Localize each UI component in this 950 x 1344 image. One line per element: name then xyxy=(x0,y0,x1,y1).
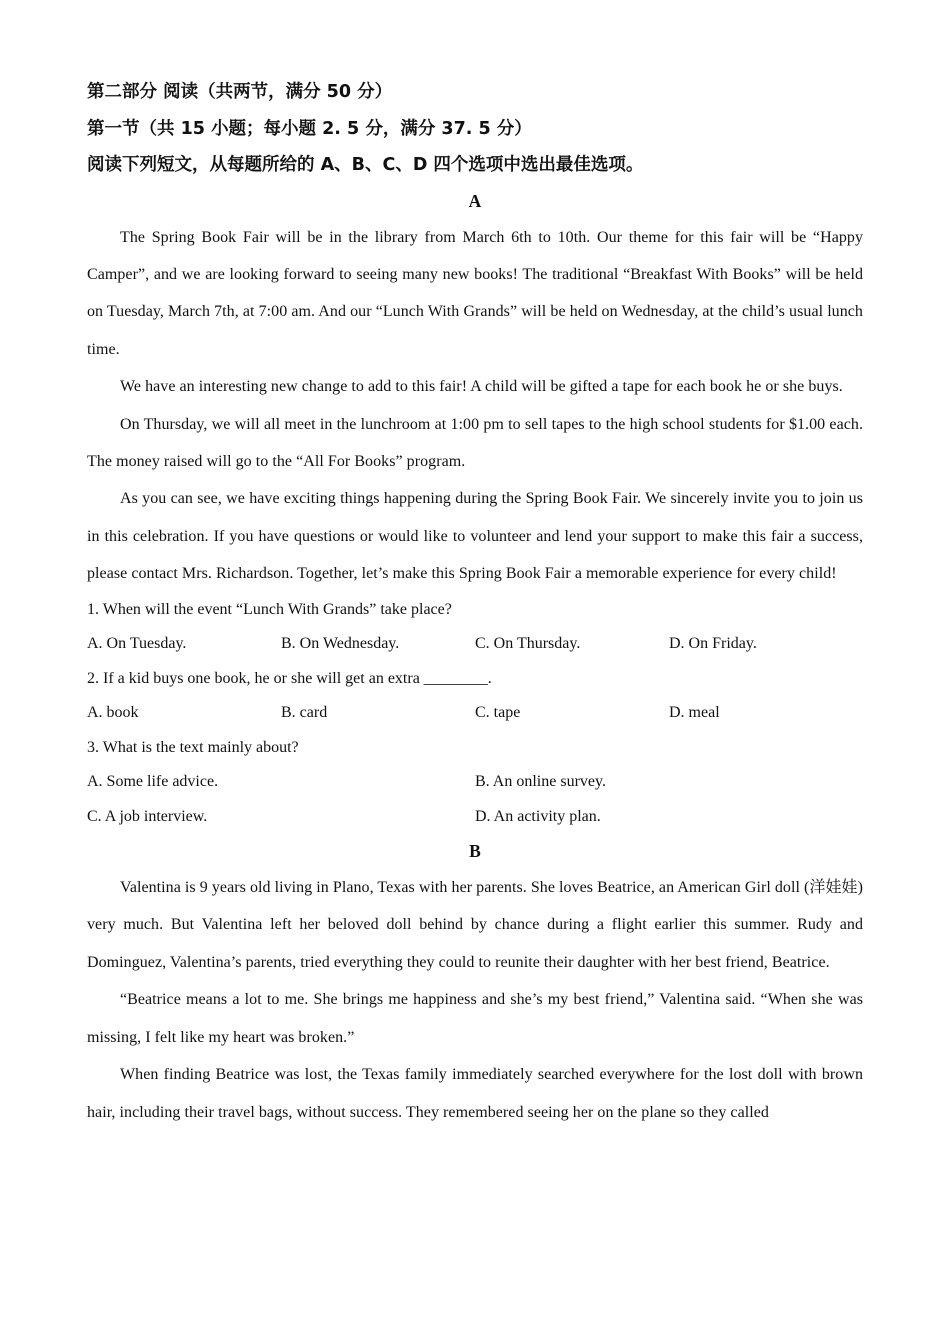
passage-a-paragraph-2: We have an interesting new change to add to this fair! A child will be gifted a tape for each book he or she buys. xyxy=(120,378,843,396)
question-3-option-a: A. Some life advice. xyxy=(87,773,219,791)
passage-b-paragraph-3: When finding Beatrice was lost, the Texas family immediately searched everywhere for the lost doll with brown hair, including their travel bags, without success. They remembered seeing her on the plane so they called xyxy=(87,1066,863,1121)
question-2-option-d: D. meal xyxy=(669,704,720,722)
passage-a-title: A xyxy=(468,190,482,211)
question-1-option-d: D. On Friday. xyxy=(669,635,757,653)
question-3-options-row-1 xyxy=(87,765,863,800)
question-1-stem: 1. When will the event “Lunch With Grands” take place? xyxy=(87,600,452,618)
question-3-option-c: C. A job interview. xyxy=(87,807,208,825)
instruction-text: 阅读下列短文，从每题所给的 A、B、C、D 四个选项中选出最佳选项。 xyxy=(87,155,644,175)
question-3-option-b: B. An online survey. xyxy=(475,773,606,791)
section-heading: 第一节（共 15 小题；每小题 2. 5 分，满分 37. 5 分） xyxy=(87,118,532,139)
question-3-options-row-2 xyxy=(87,800,863,835)
question-1-options xyxy=(87,627,863,662)
passage-a-paragraph-4: As you can see, we have exciting things happening during the Spring Book Fair. We sincerely invite you to join us in this celebration. If you have questions or would like to volunteer and lend your support to make this fair a success, please contact Mrs. Richardson. Together, let’s make this Spring Book Fair a memorable experience for every child! xyxy=(87,490,863,583)
question-3-stem: 3. What is the text mainly about? xyxy=(87,738,299,756)
question-3-option-d: D. An activity plan. xyxy=(475,807,601,825)
passage-b-paragraph-2: “Beatrice means a lot to me. She brings me happiness and she’s my best friend,” Valentina said. “When she was missing, I felt like my heart was broken.” xyxy=(87,991,863,1046)
passage-b-title: B xyxy=(469,841,481,862)
question-2-stem: 2. If a kid buys one book, he or she will get an extra ________. xyxy=(87,669,492,687)
passage-a-paragraph-1: The Spring Book Fair will be in the library from March 6th to 10th. Our theme for this fair will be “Happy Camper”, and we are looking forward to seeing many new books! The traditional “Breakfast With Books” will be held on Tuesday, March 7th, at 7:00 am. And our “Lunch With Grands” will be held on Wednesday, at the child’s usual lunch time. xyxy=(87,228,863,358)
exam-page xyxy=(87,74,863,1131)
question-1-option-c: C. On Thursday. xyxy=(475,635,581,653)
question-2-option-a: A. book xyxy=(87,704,139,722)
passage-b-paragraph-1: Valentina is 9 years old living in Plano, Texas with her parents. She loves Beatrice, an American Girl doll (洋娃娃) very much. But Valentina left her beloved doll behind by chance during a flight earlier this summer. Rudy and Dominguez, Valentina’s parents, tried everything they could to reunite their daughter with her best friend, Beatrice. xyxy=(87,879,863,971)
question-1-option-a: A. On Tuesday. xyxy=(87,635,187,653)
question-2-option-b: B. card xyxy=(281,704,328,722)
question-2-options xyxy=(87,696,863,731)
part-heading: 第二部分 阅读（共两节，满分 50 分） xyxy=(87,82,393,102)
question-1-option-b: B. On Wednesday. xyxy=(281,635,400,653)
question-2-option-c: C. tape xyxy=(475,704,521,722)
passage-a-paragraph-3: On Thursday, we will all meet in the lunchroom at 1:00 pm to sell tapes to the high school students for $1.00 each. The money raised will go to the “All For Books” program. xyxy=(87,415,863,470)
